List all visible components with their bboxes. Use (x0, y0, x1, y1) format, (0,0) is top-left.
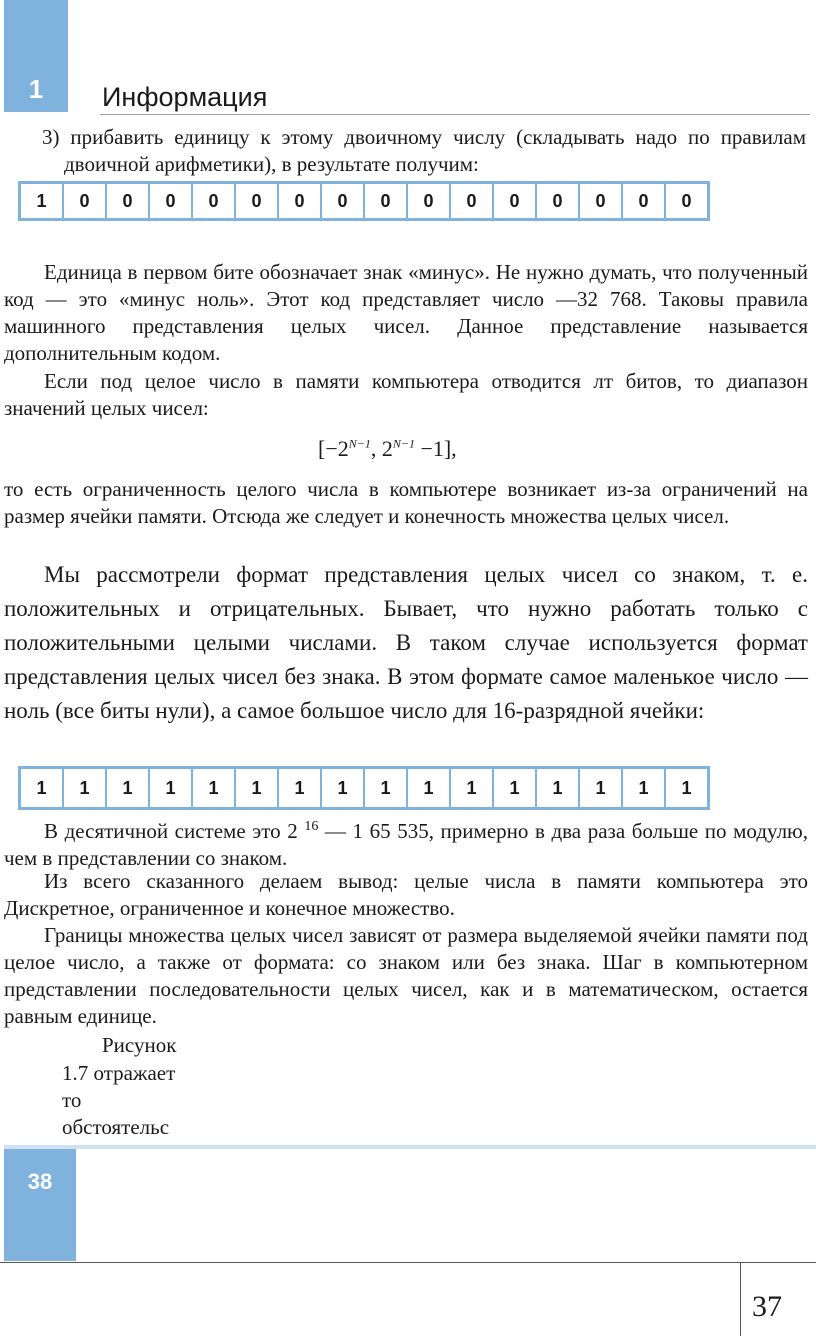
bottom-rule (0, 1262, 816, 1263)
page-number-divider (740, 1262, 741, 1336)
bit-cell: 1 (21, 184, 64, 218)
bit-cell: 0 (408, 184, 451, 218)
bit-cell: 1 (64, 769, 107, 807)
decimal-exponent: 16 (304, 819, 319, 834)
caption-line-3: то (62, 1088, 82, 1112)
paragraph-unsigned-format (4, 558, 808, 728)
bit-cell: 0 (107, 184, 150, 218)
bit-cell: 0 (681, 191, 692, 211)
paragraph-conclusion: Из всего сказанного делаем вывод: целые числа в памяти компьютера это Дискретное, ограниченное и конечное множество. (4, 869, 808, 920)
bit-cell: 1 (322, 769, 365, 807)
footer-rule (4, 1145, 816, 1149)
bit-cell: 0 (451, 184, 494, 218)
bit-cell: 0 (623, 184, 666, 218)
unsigned-text-part-1: Мы рассмотрели формат представления целых чисел со знаком, т. е. положительных и отрицательных. Бывает, что нужно работать только с положительными целыми числами. В таком случае используется формат представления целых чисел без знака. В этом формате самое маленькое число — ноль (все биты (4, 562, 808, 723)
bit-cell: 0 (64, 184, 107, 218)
bit-cell: 0 (494, 184, 537, 218)
chapter-number: 1 (28, 74, 44, 104)
bit-cell-row-all-ones (18, 766, 710, 810)
header-rule (100, 114, 810, 115)
bit-cell: 1 (451, 769, 494, 807)
bit-cell: 0 (365, 184, 408, 218)
bit-cell: 1 (494, 769, 537, 807)
bit-cell: 1 (236, 769, 279, 807)
bit-cell: 1 (150, 769, 193, 807)
bit-cell: 1 (580, 769, 623, 807)
paragraph-range: Если под целое число в памяти компьютера отводится лт битов, то диапазон значений целых чисел: (4, 369, 808, 420)
decimal-text-part-1: В десятичной системе это 2 (44, 819, 305, 843)
step-3-text: 3) прибавить единицу к этому двоичному числу (складывать надо по правилам двоичной арифметики), в результате получим: (42, 125, 806, 176)
bit-cell: 0 (580, 184, 623, 218)
formula-exponent-1: N−1 (348, 436, 371, 451)
bit-cell: 1 (279, 769, 322, 807)
bit-cell: 1 (681, 778, 692, 798)
bit-cell: 0 (236, 184, 279, 218)
bit-cell: 1 (623, 769, 666, 807)
page-tab-number: 38 (27, 1169, 53, 1194)
page-tab (4, 1149, 76, 1261)
bit-cell: 0 (322, 184, 365, 218)
bit-cell: 0 (537, 184, 580, 218)
bit-cell: 1 (193, 769, 236, 807)
formula-mid: , 2 (370, 436, 393, 461)
bit-cell-row-negative-zero (18, 181, 710, 221)
bit-cell: 0 (150, 184, 193, 218)
bit-cell: 1 (21, 769, 64, 807)
formula-exponent-2: N−1 (392, 436, 415, 451)
range-formula (318, 436, 457, 462)
caption-line-1: Рисунок (102, 1033, 177, 1057)
chapter-title: Информация (102, 82, 268, 112)
formula-open: [−2 (318, 436, 349, 461)
paragraph-limitation: то есть ограниченность целого числа в компьютере возникает из-за ограничений на размер ячейки памяти. Отсюда же следует и конечность множества целых чисел. (4, 477, 808, 528)
caption-line-2: 1.7 отражает (62, 1061, 176, 1085)
paragraph-boundaries: Границы множества целых чисел зависят от размера выделяемой ячейки памяти под целое число, а также от формата: со знаком или без знака. Шаг в компьютерном представлении последовательности целых чисел, как и в математическом, остается равным единице. (4, 923, 808, 1028)
bit-cell: 0 (279, 184, 322, 218)
page-number: 37 (752, 1290, 782, 1323)
paragraph-sign-bit: Единица в первом бите обозначает знак «минус». Не нужно думать, что полученный код — это «минус ноль». Этот код представляет число —32 768. Таковы правила машинного представления целых чисел. Данное представление называется дополнительным кодом. (4, 260, 808, 365)
caption-line-4: обстоятельс (62, 1115, 170, 1139)
decimal-text-part-2: — 1 65 535, примерно в два раза больше по модулю, чем в представлении со знаком. (4, 819, 808, 870)
bit-cell: 1 (537, 769, 580, 807)
paragraph-decimal (4, 813, 808, 872)
unsigned-text-part-2: нули), а самое большое число для 16-разрядной ячейки: (155, 698, 705, 723)
bit-cell: 0 (193, 184, 236, 218)
bit-cell: 1 (107, 769, 150, 807)
bit-cell: 1 (408, 769, 451, 807)
chapter-tab (4, 0, 68, 112)
bit-cell: 1 (365, 769, 408, 807)
formula-tail: −1], (414, 436, 457, 461)
